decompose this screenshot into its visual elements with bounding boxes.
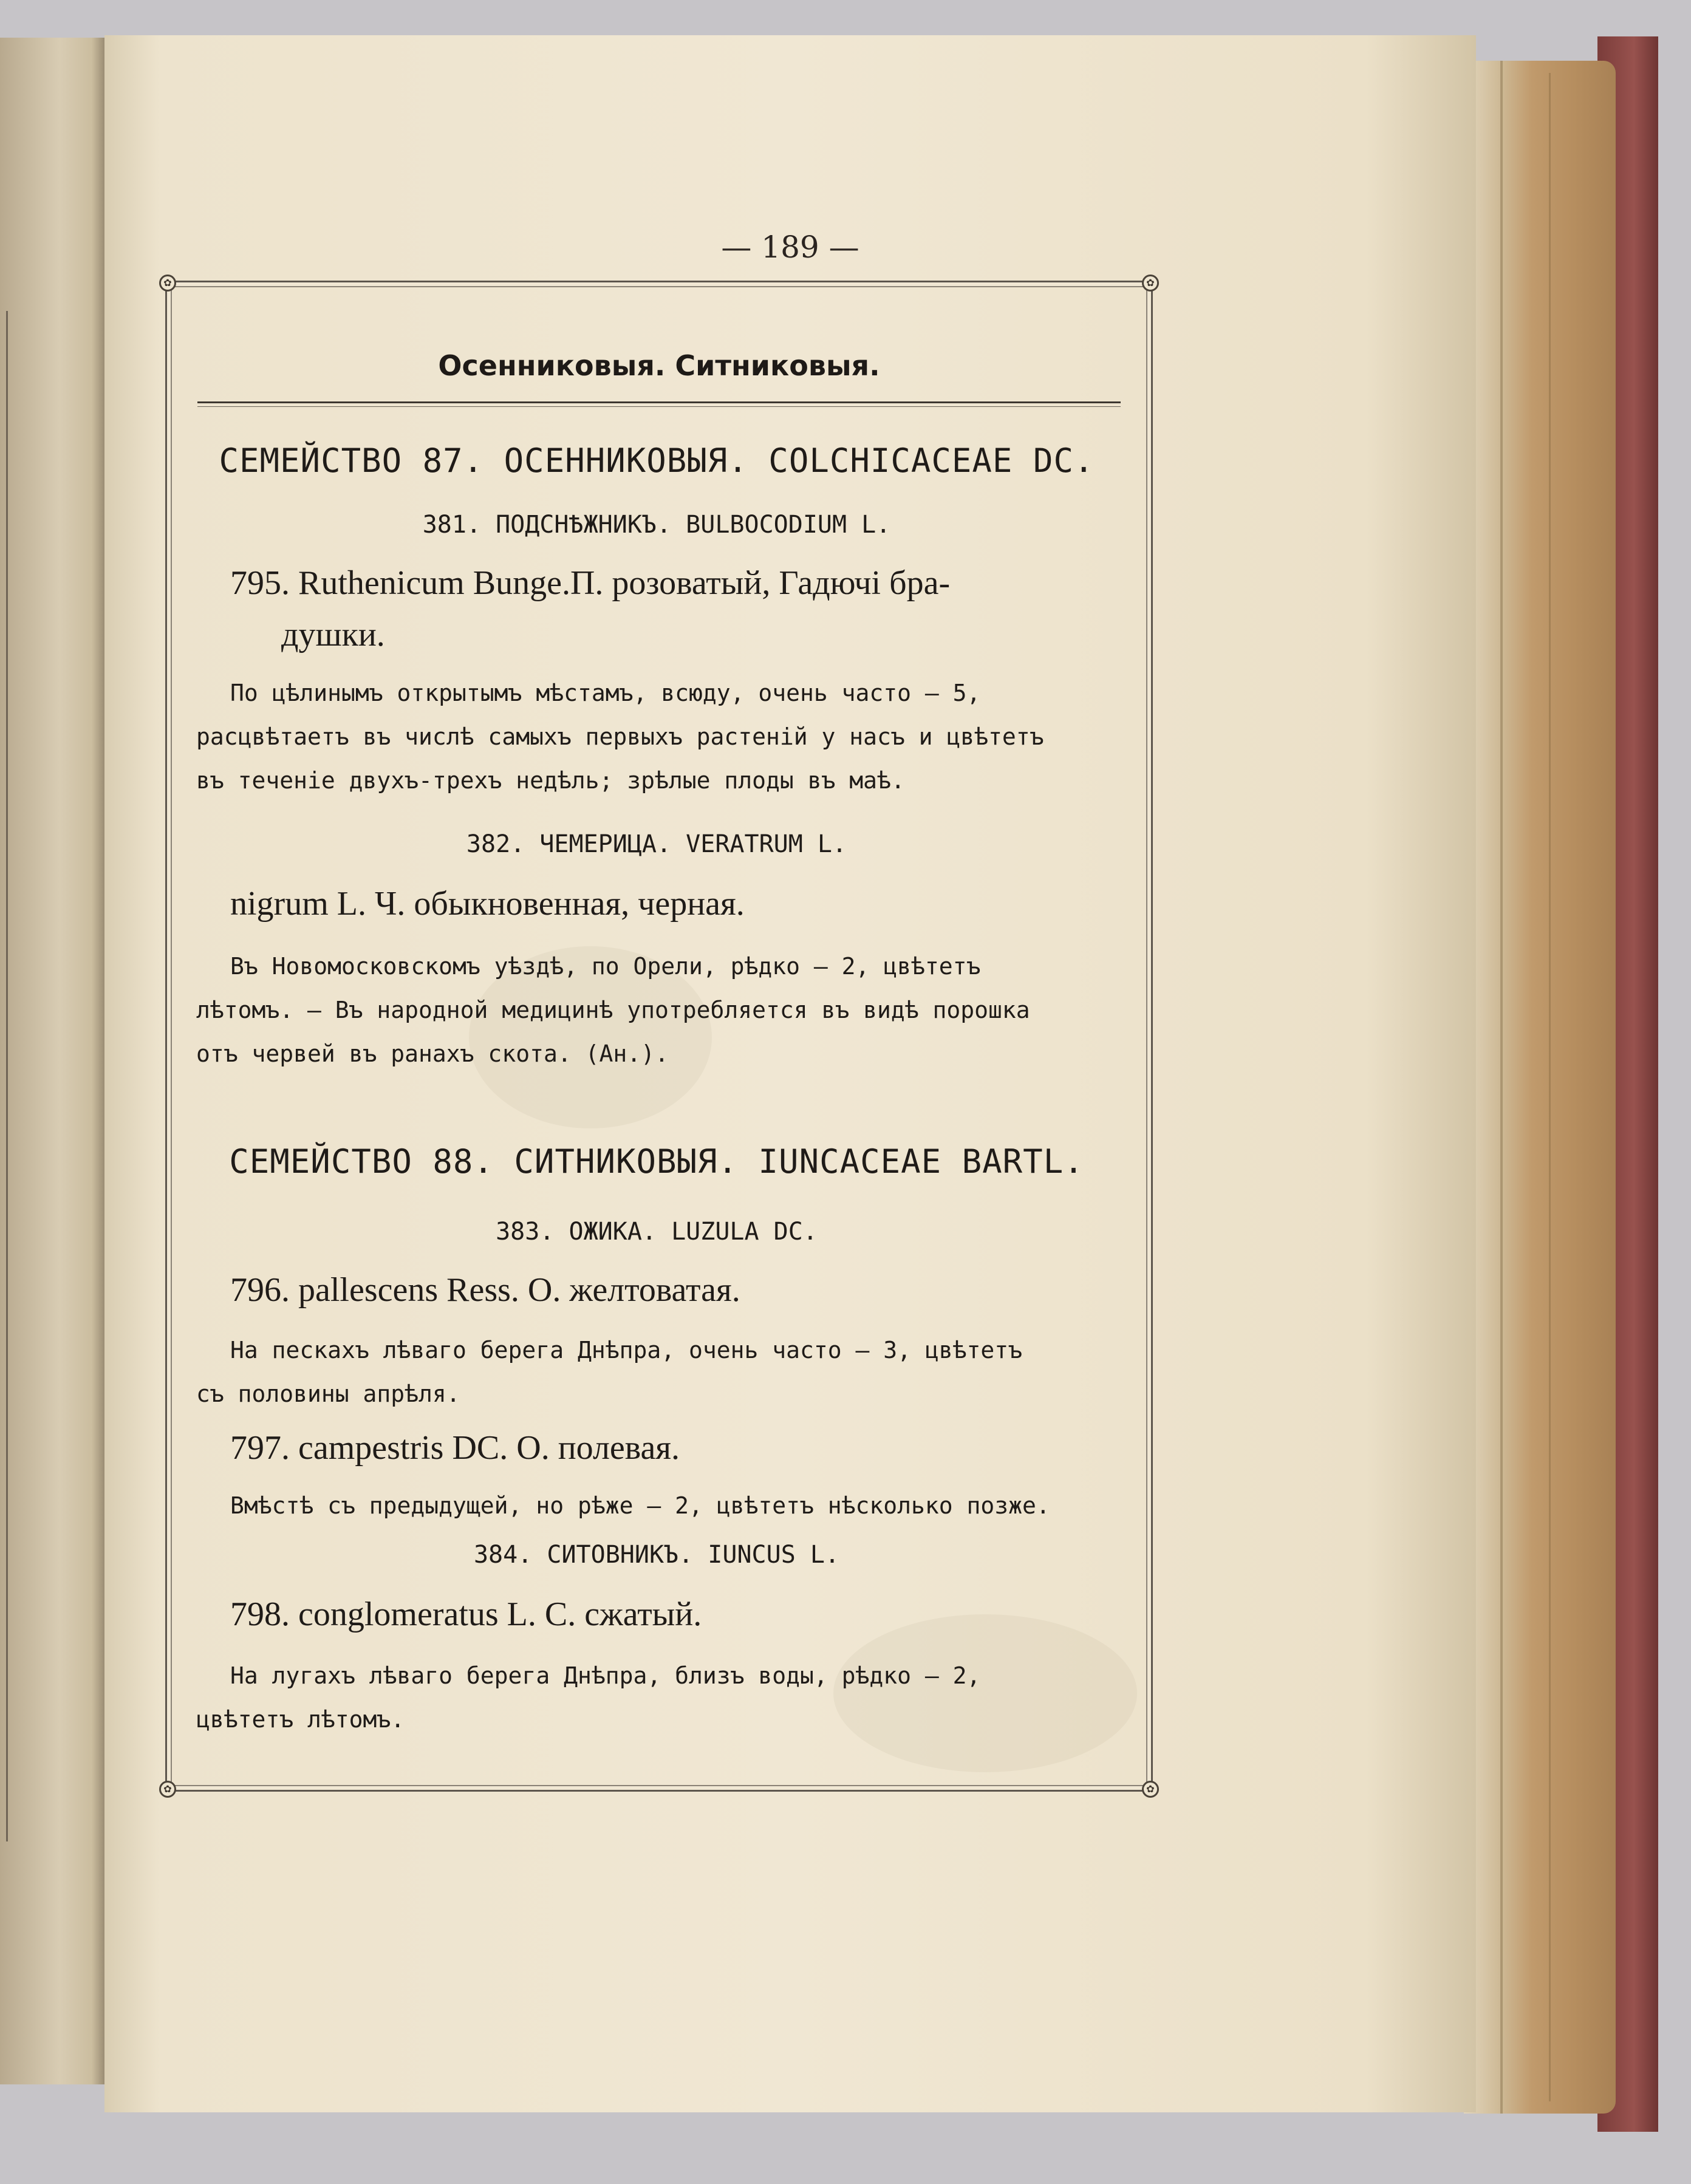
family-heading-87: СЕМЕЙСТВО 87. ОСЕННИКОВЫЯ. COLCHICACEAE DC. bbox=[219, 442, 1095, 480]
running-head: Осенниковыя. Ситниковыя. bbox=[438, 349, 880, 382]
desc-line: цвѣтетъ лѣтомъ. bbox=[196, 1706, 405, 1733]
description-796 bbox=[196, 1328, 1117, 1416]
page-edges bbox=[1464, 61, 1616, 2114]
description-798 bbox=[196, 1654, 1117, 1741]
description-nigrum bbox=[196, 944, 1117, 1076]
desc-line: расцвѣтаетъ въ числѣ самыхъ первыхъ растенiй у насъ и цвѣтетъ bbox=[196, 723, 1044, 750]
desc-line: отъ червей въ ранахъ скота. (Ан.). bbox=[196, 1040, 669, 1067]
corner-ornament-icon: ✿ bbox=[159, 275, 176, 292]
book-page bbox=[104, 35, 1476, 2112]
desc-line: На лугахъ лѣваго берега Днѣпра, близъ воды, рѣдко — 2, bbox=[230, 1662, 981, 1689]
genus-heading-383: 383. ОЖИКА. LUZULA DC. bbox=[496, 1218, 818, 1246]
family-heading-88: СЕМЕЙСТВО 88. СИТНИКОВЫЯ. IUNCACEAE BARTL. bbox=[229, 1142, 1084, 1181]
page-number: — 189 — bbox=[721, 230, 859, 265]
species-nigrum: nigrum L. Ч. обыкновенная, черная. bbox=[230, 885, 745, 923]
species-795 bbox=[196, 563, 1117, 603]
corner-ornament-icon: ✿ bbox=[159, 1781, 176, 1798]
desc-line: лѣтомъ. — Въ народной медицинѣ употребляется въ видѣ порошка bbox=[196, 997, 1030, 1023]
genus-heading-381: 381. ПОДСНѢЖНИКЪ. BULBOCODIUM L. bbox=[422, 511, 891, 539]
description-795 bbox=[196, 671, 1117, 802]
genus-heading-384: 384. СИТОВНИКЪ. IUNCUS L. bbox=[473, 1541, 840, 1569]
desc-line: По цѣлинымъ открытымъ мѣстамъ, всюду, очень часто — 5, bbox=[230, 680, 981, 706]
left-page-edge bbox=[0, 38, 108, 2084]
desc-line: На пескахъ лѣваго берега Днѣпра, очень часто — 3, цвѣтетъ bbox=[230, 1337, 1023, 1363]
species-797: 797. campestris DC. О. полевая. bbox=[230, 1429, 680, 1467]
desc-line: въ теченiе двухъ-трехъ недѣль; зрѣлые плоды въ маѣ. bbox=[196, 767, 905, 794]
species-798: 798. conglomeratus L. С. сжатый. bbox=[230, 1595, 702, 1633]
species-795-line1: 795. Ruthenicum Bunge.П. розоватый, Гадючi бра- bbox=[230, 564, 951, 602]
description-797 bbox=[196, 1484, 1117, 1527]
species-796: 796. pallescens Ress. О. желтоватая. bbox=[230, 1271, 740, 1309]
head-rule bbox=[197, 401, 1121, 403]
desc-line: съ половины апрѣля. bbox=[196, 1380, 460, 1407]
corner-ornament-icon: ✿ bbox=[1142, 1781, 1159, 1798]
text-frame bbox=[163, 277, 1155, 1795]
desc-line: Вмѣстѣ съ предыдущей, но рѣже — 2, цвѣтетъ нѣсколько позже. bbox=[230, 1492, 1050, 1519]
left-page-frame bbox=[0, 311, 8, 1841]
genus-heading-382: 382. ЧЕМЕРИЦА. VERATRUM L. bbox=[466, 830, 847, 858]
desc-line: Въ Новомосковскомъ уѣздѣ, по Орели, рѣдко — 2, цвѣтетъ bbox=[230, 953, 981, 980]
species-795-line2: душки. bbox=[281, 616, 385, 653]
corner-ornament-icon: ✿ bbox=[1142, 275, 1159, 292]
